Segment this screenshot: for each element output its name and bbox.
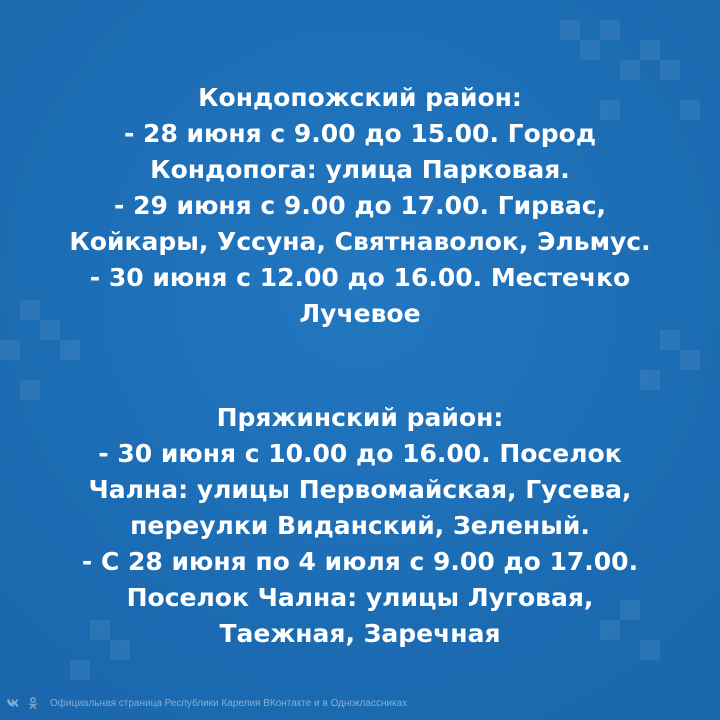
section-kondopoga bbox=[0, 80, 720, 332]
section-line: - С 28 июня по 4 июля с 9.00 до 17.00. bbox=[81, 547, 639, 576]
section-line: переулки Виданский, Зеленый. bbox=[130, 511, 590, 540]
section-line: - 28 июня с 9.00 до 15.00. Город bbox=[123, 119, 597, 148]
odnoklassniki-icon bbox=[26, 696, 40, 710]
section-line: Лучевое bbox=[299, 299, 421, 328]
section-line: - 29 июня с 9.00 до 17.00. Гирвас, bbox=[113, 191, 607, 220]
section-line: - 30 июня с 10.00 до 16.00. Поселок bbox=[98, 439, 622, 468]
section-line: Таежная, Заречная bbox=[219, 619, 501, 648]
section-pryazha bbox=[0, 400, 720, 652]
section-line: Кондопога: улица Парковая. bbox=[150, 155, 570, 184]
section-line: - 30 июня с 12.00 до 16.00. Местечко bbox=[89, 263, 631, 292]
section-line: Чална: улицы Первомайская, Гусева, bbox=[88, 475, 632, 504]
footer-text: Официальная страница Республики Карелия ВКонтакте и в Одноклассниках bbox=[50, 697, 408, 709]
section-heading: Пряжинский район: bbox=[216, 403, 504, 432]
section-line: Поселок Чална: улицы Луговая, bbox=[126, 583, 594, 612]
footer-attribution bbox=[6, 693, 407, 713]
vk-icon bbox=[6, 696, 20, 710]
section-heading: Кондопожский район: bbox=[198, 83, 522, 112]
section-line: Койкары, Уссуна, Святнаволок, Эльмус. bbox=[69, 227, 651, 256]
